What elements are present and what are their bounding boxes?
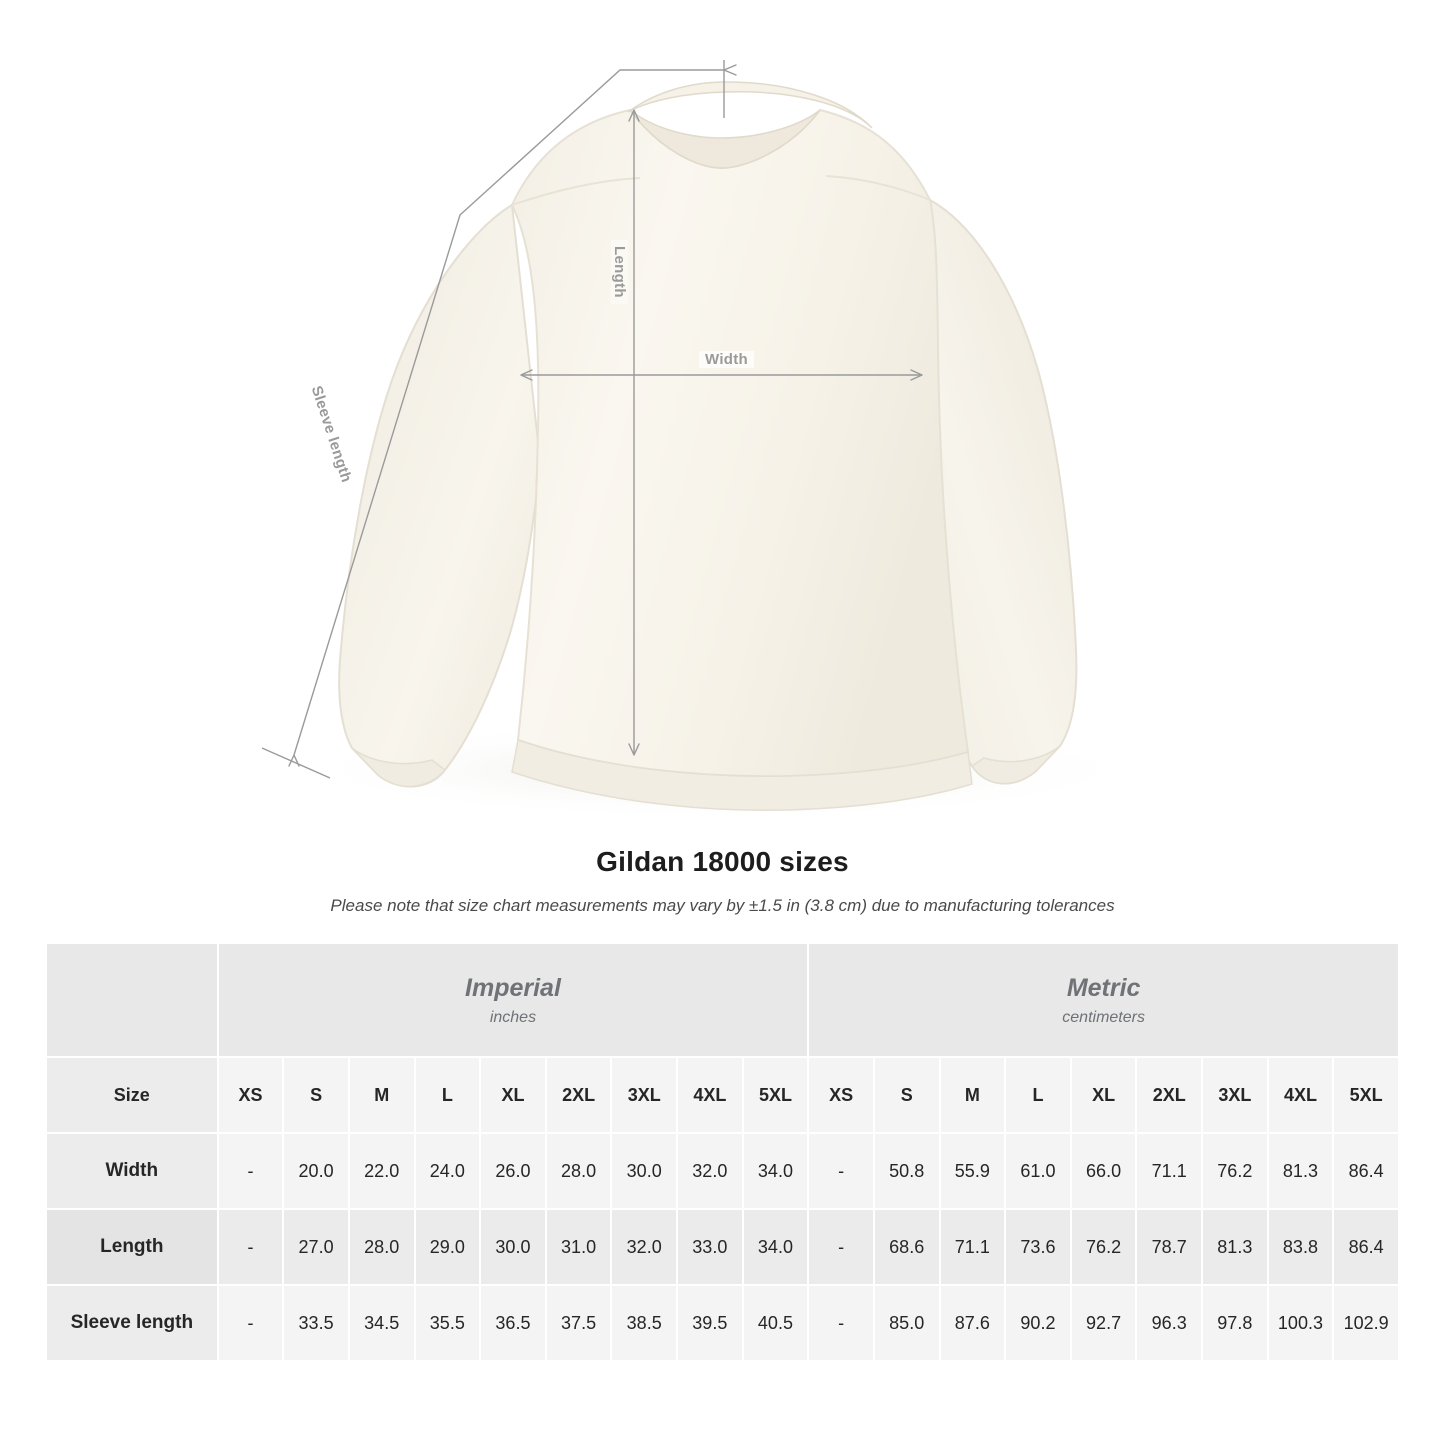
size-chart-table-wrap: [0, 942, 1445, 1362]
size-header-cell: 4XL: [1268, 1057, 1334, 1133]
size-header-cell: L: [415, 1057, 481, 1133]
measurement-cell: 50.8: [874, 1133, 940, 1209]
measurement-cell: 30.0: [480, 1209, 546, 1285]
measurement-cell: 83.8: [1268, 1209, 1334, 1285]
tolerance-note: Please note that size chart measurements may vary by ±1.5 in (3.8 cm) due to manufacturing tolerances: [330, 896, 1115, 915]
size-header-cell: S: [874, 1057, 940, 1133]
measurement-cell: -: [808, 1285, 874, 1361]
size-header-cell: 3XL: [611, 1057, 677, 1133]
measurement-cell: 37.5: [546, 1285, 612, 1361]
table-row: [46, 1285, 1399, 1361]
measurement-cell: 24.0: [415, 1133, 481, 1209]
measurement-cell: 87.6: [940, 1285, 1006, 1361]
measurement-cell: 73.6: [1005, 1209, 1071, 1285]
measurement-cell: 100.3: [1268, 1285, 1334, 1361]
size-header-cell: 2XL: [1136, 1057, 1202, 1133]
size-header-row: [46, 1057, 1399, 1133]
measurement-cell: 26.0: [480, 1133, 546, 1209]
measurement-cell: 35.5: [415, 1285, 481, 1361]
measurement-cell: -: [808, 1209, 874, 1285]
measurement-cell: 28.0: [349, 1209, 415, 1285]
page-title: Gildan 18000 sizes: [596, 846, 849, 877]
measurement-cell: 32.0: [611, 1209, 677, 1285]
size-header-cell: 5XL: [743, 1057, 809, 1133]
measurement-cell: 90.2: [1005, 1285, 1071, 1361]
measurement-cell: 30.0: [611, 1133, 677, 1209]
measurement-cell: 34.0: [743, 1209, 809, 1285]
measurement-cell: 71.1: [1136, 1133, 1202, 1209]
measurement-cell: 40.5: [743, 1285, 809, 1361]
measurement-cell: -: [218, 1133, 284, 1209]
size-header-label: Size: [46, 1057, 218, 1133]
unit-header-metric: [808, 943, 1399, 1057]
measurement-cell: 31.0: [546, 1209, 612, 1285]
measurement-cell: 33.5: [283, 1285, 349, 1361]
unit-subtitle: centimeters: [1062, 1008, 1145, 1026]
measurement-cell: 28.0: [546, 1133, 612, 1209]
measurement-cell: 29.0: [415, 1209, 481, 1285]
measurement-cell: 27.0: [283, 1209, 349, 1285]
measurement-cell: 86.4: [1333, 1133, 1399, 1209]
measurement-cell: 34.0: [743, 1133, 809, 1209]
size-header-cell: XL: [480, 1057, 546, 1133]
size-header-cell: 4XL: [677, 1057, 743, 1133]
size-header-cell: XS: [808, 1057, 874, 1133]
size-header-cell: XL: [1071, 1057, 1137, 1133]
measurement-cell: 66.0: [1071, 1133, 1137, 1209]
unit-header-row: [46, 943, 1399, 1057]
length-dimension-label: Length: [611, 240, 628, 304]
unit-name: Metric: [1066, 974, 1141, 1003]
measurement-cell: 76.2: [1202, 1133, 1268, 1209]
table-row: [46, 1209, 1399, 1285]
row-label: Width: [46, 1133, 218, 1209]
size-header-cell: M: [349, 1057, 415, 1133]
measurement-cell: 38.5: [611, 1285, 677, 1361]
measurement-cell: -: [218, 1209, 284, 1285]
measurement-cell: 68.6: [874, 1209, 940, 1285]
size-header-cell: 2XL: [546, 1057, 612, 1133]
measurement-cell: 81.3: [1202, 1209, 1268, 1285]
size-header-cell: 5XL: [1333, 1057, 1399, 1133]
measurement-cell: 34.5: [349, 1285, 415, 1361]
unit-header-imperial: [218, 943, 809, 1057]
measurement-cell: 61.0: [1005, 1133, 1071, 1209]
unit-name: Imperial: [465, 974, 561, 1003]
measurement-cell: 92.7: [1071, 1285, 1137, 1361]
measurement-cell: 85.0: [874, 1285, 940, 1361]
measurement-cell: -: [218, 1285, 284, 1361]
measurement-cell: 102.9: [1333, 1285, 1399, 1361]
measurement-cell: 55.9: [940, 1133, 1006, 1209]
measurement-cell: 20.0: [283, 1133, 349, 1209]
unit-subtitle: inches: [489, 1008, 537, 1026]
measurement-cell: 81.3: [1268, 1133, 1334, 1209]
row-label: Sleeve length: [46, 1285, 218, 1361]
row-label: Length: [46, 1209, 218, 1285]
size-header-cell: XS: [218, 1057, 284, 1133]
title-block: [0, 846, 1445, 916]
size-header-cell: 3XL: [1202, 1057, 1268, 1133]
size-header-cell: M: [940, 1057, 1006, 1133]
measurement-cell: 96.3: [1136, 1285, 1202, 1361]
sleeve-length-dimension-label: Sleeve length: [307, 383, 355, 485]
measurement-cell: 97.8: [1202, 1285, 1268, 1361]
measurement-cell: 71.1: [940, 1209, 1006, 1285]
measurement-cell: 22.0: [349, 1133, 415, 1209]
measurement-cell: 78.7: [1136, 1209, 1202, 1285]
size-chart-table: [45, 942, 1400, 1362]
measurement-cell: 36.5: [480, 1285, 546, 1361]
measurement-cell: 86.4: [1333, 1209, 1399, 1285]
measurement-cell: 76.2: [1071, 1209, 1137, 1285]
size-header-cell: S: [283, 1057, 349, 1133]
measurement-cell: 39.5: [677, 1285, 743, 1361]
table-row: [46, 1133, 1399, 1209]
size-header-cell: L: [1005, 1057, 1071, 1133]
measurement-cell: 33.0: [677, 1209, 743, 1285]
unit-header-spacer: [46, 943, 218, 1057]
measurement-cell: 32.0: [677, 1133, 743, 1209]
width-dimension-label: Width: [699, 351, 754, 368]
measurement-cell: -: [808, 1133, 874, 1209]
